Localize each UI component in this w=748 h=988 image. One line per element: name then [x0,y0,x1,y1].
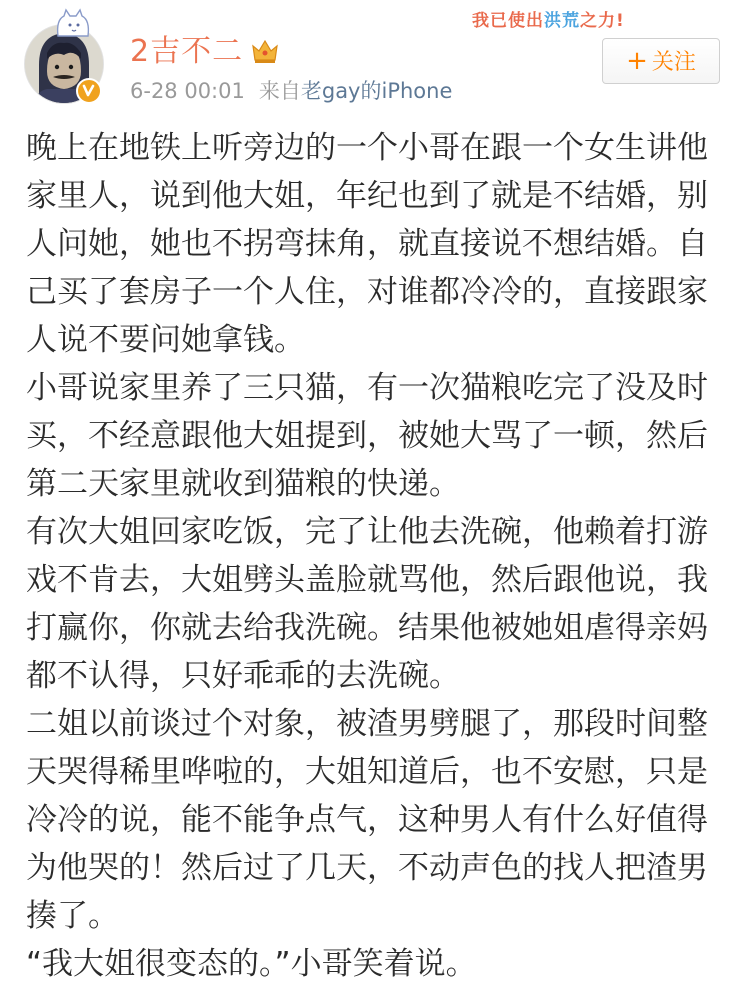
slogan-part-c: 之力! [580,11,625,31]
slogan-part-a: 我已使出 [472,11,544,31]
post-meta [130,78,452,104]
follow-label: 关注 [651,50,696,75]
vip-crown-icon[interactable] [250,36,280,66]
plus-icon: + [626,46,648,76]
slogan-part-b: 洪荒 [544,11,580,31]
post-paragraph-3: 有次大姐回家吃饭，完了让他去洗碗，他赖着打游戏不肯去，大姐劈头盖脸就骂他，然后跟他说，我打赢你，你就去给我洗碗。结果他被她姐虐得亲妈都不认得，只好乖乖的去洗碗。 [26,514,708,694]
post-header [0,0,748,118]
post-time: 6-28 00:01 [130,79,245,103]
source-prefix: 来自 [258,79,301,103]
username[interactable]: 2吉不二 [130,34,244,69]
post-paragraph-4: 二姐以前谈过个对象，被渣男劈腿了，那段时间整天哭得稀里哗啦的，大姐知道后，也不安慰，只是冷冷的说，能不能争点气，这种男人有什么好值得为他哭的！然后过了几天，不动声色的找人把渣男揍了。 [26,706,708,934]
slogan-sticker [472,6,625,31]
post-body [26,124,726,988]
post-paragraph-1: 晚上在地铁上听旁边的一个小哥在跟一个女生讲他家里人，说到他大姐，年纪也到了就是不结婚，别人问她，她也不拐弯抹角，就直接说不想结婚。自己买了套房子一个人住，对谁都冷冷的，直接跟家人说不要问她拿钱。 [26,130,708,358]
post-paragraph-2: 小哥说家里养了三只猫，有一次猫粮吃完了没及时买，不经意跟他大姐提到，被她大骂了一顿，然后第二天家里就收到猫粮的快递。 [26,370,708,502]
post-paragraph-5: “我大姐很变态的。”小哥笑着说。 [26,946,477,982]
follow-button[interactable] [602,38,720,84]
cat-sticker-icon [40,6,100,40]
verified-v-icon [76,78,102,104]
source-app-link[interactable]: 老gay的iPhone [300,79,453,103]
